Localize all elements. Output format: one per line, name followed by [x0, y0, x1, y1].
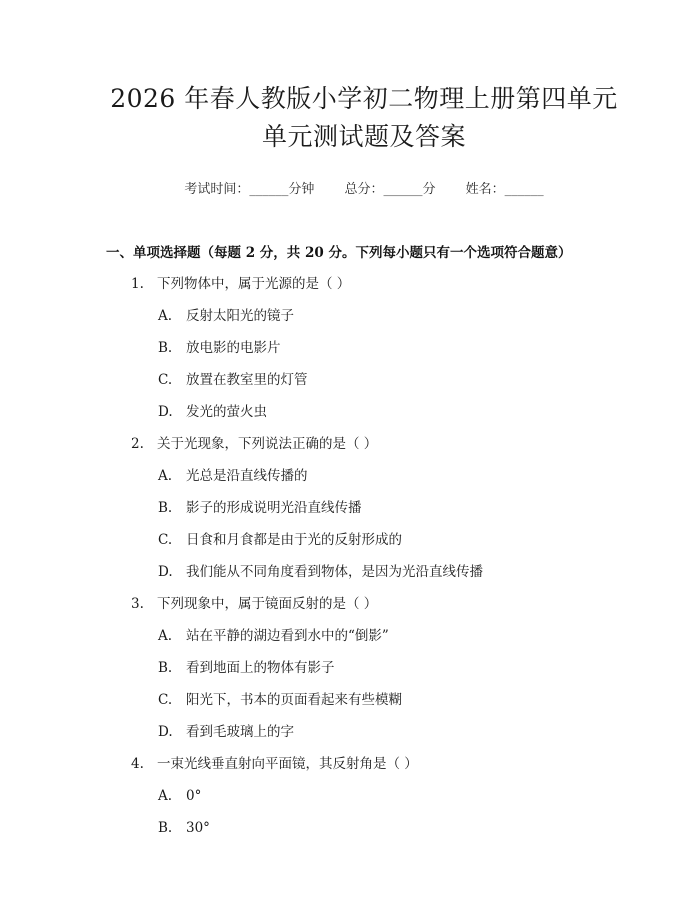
- option-4a: [158, 787, 630, 805]
- option-text: 站在平静的湖边看到水中的“倒影”: [186, 628, 389, 644]
- option-key: A.: [158, 628, 173, 644]
- option-key: C.: [158, 532, 173, 548]
- option-1b: [158, 339, 630, 357]
- option-text: 我们能从不同角度看到物体，是因为光沿直线传播: [186, 564, 483, 580]
- option-key: A.: [158, 788, 173, 804]
- question-1: [131, 275, 630, 293]
- exam-time: 考试时间：______分钟: [184, 182, 315, 197]
- title-line-1: 2026 年春人教版小学初二物理上册第四单元: [110, 84, 618, 113]
- document-title: [98, 80, 630, 156]
- exam-meta: [98, 178, 630, 197]
- question-4: [131, 755, 630, 773]
- question-3: [131, 595, 630, 613]
- section-heading: 一、单项选择题（每题 2 分，共 20 分。下列每小题只有一个选项符合题意）: [106, 245, 572, 261]
- question-2: [131, 435, 630, 453]
- option-1d: [158, 403, 630, 421]
- option-1c: [158, 371, 630, 389]
- option-3a: [158, 627, 630, 645]
- option-text: 0°: [186, 788, 202, 804]
- question-text: 关于光现象，下列说法正确的是（ ）: [157, 436, 378, 452]
- title-line-2: 单元测试题及答案: [261, 122, 466, 151]
- question-text: 一束光线垂直射向平面镜，其反射角是（ ）: [157, 756, 418, 772]
- option-key: C.: [158, 692, 173, 708]
- option-text: 看到地面上的物体有影子: [186, 660, 335, 676]
- option-key: C.: [158, 372, 173, 388]
- option-4b: [158, 819, 630, 837]
- question-number: 2.: [131, 436, 144, 452]
- question-text: 下列物体中，属于光源的是（ ）: [157, 276, 351, 292]
- option-key: A.: [158, 308, 173, 324]
- option-key: A.: [158, 468, 173, 484]
- option-text: 30°: [186, 820, 210, 836]
- option-text: 光总是沿直线传播的: [186, 468, 308, 484]
- option-2c: [158, 531, 630, 549]
- option-text: 影子的形成说明光沿直线传播: [186, 500, 362, 516]
- question-number: 1.: [131, 276, 144, 292]
- total-score: 总分：______分: [344, 182, 436, 197]
- option-text: 反射太阳光的镜子: [186, 308, 294, 324]
- option-key: B.: [158, 500, 173, 516]
- option-2a: [158, 467, 630, 485]
- question-number: 4.: [131, 756, 144, 772]
- option-2d: [158, 563, 630, 581]
- student-name: 姓名：______: [465, 182, 544, 197]
- option-key: D.: [158, 564, 173, 580]
- option-text: 日食和月食都是由于光的反射形成的: [186, 532, 402, 548]
- option-text: 发光的萤火虫: [186, 404, 267, 420]
- option-2b: [158, 499, 630, 517]
- option-text: 放置在教室里的灯管: [186, 372, 308, 388]
- option-key: D.: [158, 724, 173, 740]
- option-text: 看到毛玻璃上的字: [186, 724, 294, 740]
- option-1a: [158, 307, 630, 325]
- option-key: D.: [158, 404, 173, 420]
- option-key: B.: [158, 660, 173, 676]
- option-key: B.: [158, 820, 173, 836]
- option-text: 放电影的电影片: [186, 340, 281, 356]
- option-3b: [158, 659, 630, 677]
- option-3d: [158, 723, 630, 741]
- option-text: 阳光下，书本的页面看起来有些模糊: [186, 692, 402, 708]
- question-text: 下列现象中，属于镜面反射的是（ ）: [157, 596, 378, 612]
- option-3c: [158, 691, 630, 709]
- question-number: 3.: [131, 596, 144, 612]
- option-key: B.: [158, 340, 173, 356]
